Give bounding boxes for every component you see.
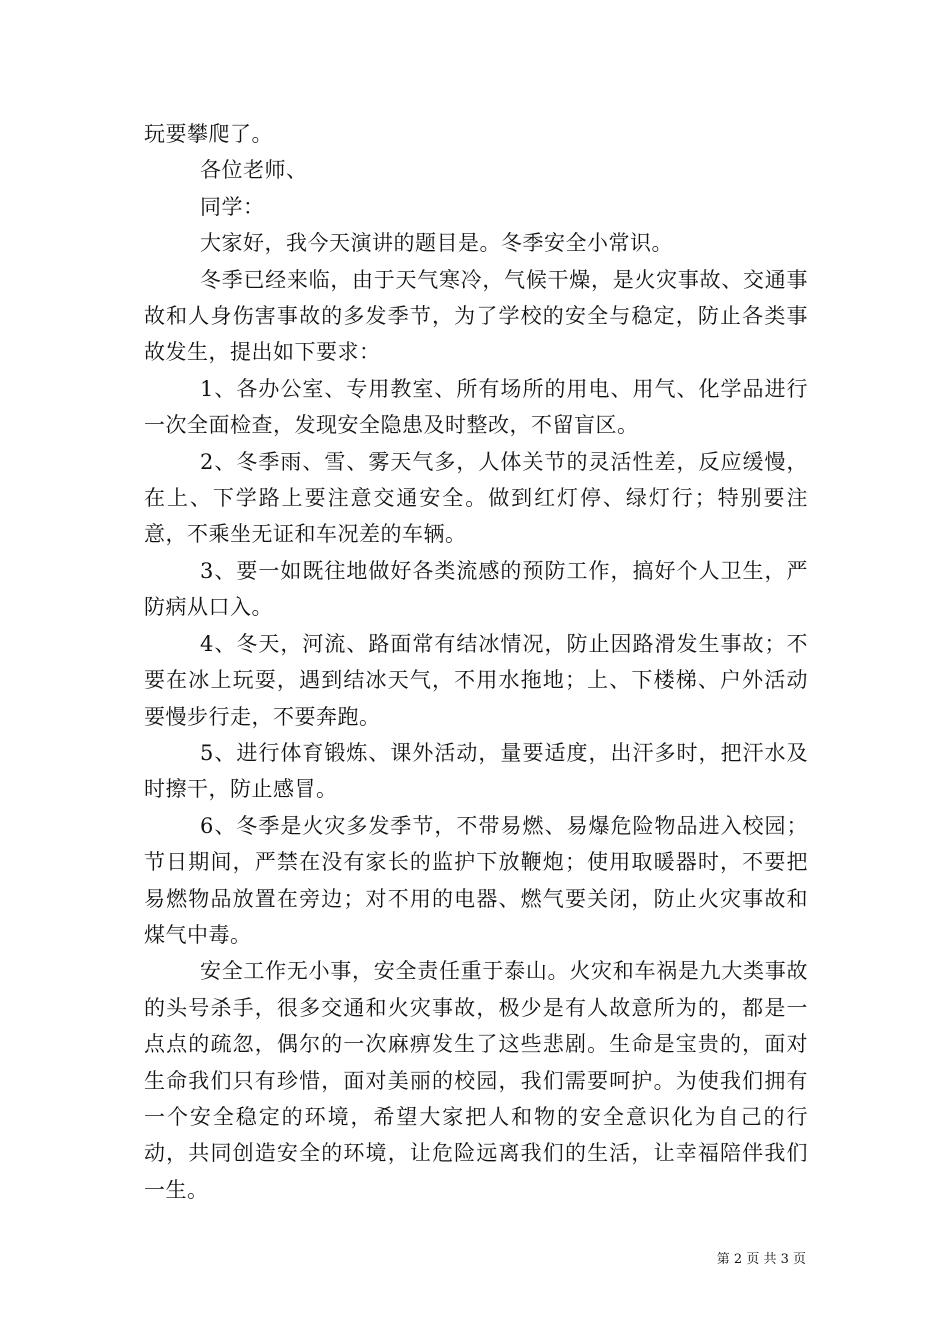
paragraph: 同学： xyxy=(200,194,265,219)
paragraph: 3、要一如既往地做好各类流感的预防工作，搞好个人卫生，严防病从口入。 xyxy=(144,558,808,620)
paragraph: 大家好，我今天演讲的题目是。冬季安全小常识。 xyxy=(200,231,673,256)
paragraph: 4、冬天，河流、路面常有结冰情况，防止因路滑发生事故；不要在冰上玩耍，遇到结冰天气，不用水拖地；上、下楼梯、户外活动要慢步行走，不要奔跑。 xyxy=(144,631,808,729)
paragraph: 安全工作无小事，安全责任重于泰山。火灾和车祸是九大类事故的头号杀手，很多交通和火灾事故，极少是有人故意所为的，都是一点点的疏忽，偶尔的一次麻痹发生了这些悲剧。生命是宝贵的，面对生命我们只有珍惜，面对美丽的校园，我们需要呵护。为使我们拥有一个安全稳定的环境，希望大家把人和物的安全意识化为自己的行动，共同创造安全的环境，让危险远离我们的生活，让幸福陪伴我们一生。 xyxy=(144,959,808,1202)
paragraph: 各位老师、 xyxy=(200,158,308,183)
paragraph: 冬季已经来临，由于天气寒冷，气候干燥，是火灾事故、交通事故和人身伤害事故的多发季节，为了学校的安全与稳定，防止各类事故发生，提出如下要求： xyxy=(144,267,808,365)
document-body xyxy=(144,116,808,1208)
page-number-footer: 第 2 页 共 3 页 xyxy=(716,1252,806,1267)
paragraph: 5、进行体育锻炼、课外活动，量要适度，出汗多时，把汗水及时擦干，防止感冒。 xyxy=(144,740,808,802)
paragraph: 6、冬季是火灾多发季节，不带易燃、易爆危险物品进入校园；节日期间，严禁在没有家长的监护下放鞭炮；使用取暖器时，不要把易燃物品放置在旁边；对不用的电器、燃气要关闭，防止火灾事故和煤气中毒。 xyxy=(144,813,808,947)
paragraph: 玩要攀爬了。 xyxy=(144,122,273,146)
paragraph: 1、各办公室、专用教室、所有场所的用电、用气、化学品进行一次全面检查，发现安全隐患及时整改，不留盲区。 xyxy=(144,376,808,438)
paragraph: 2、冬季雨、雪、雾天气多，人体关节的灵活性差，反应缓慢，在上、下学路上要注意交通安全。做到红灯停、绿灯行；特别要注意，不乘坐无证和车况差的车辆。 xyxy=(144,449,808,547)
